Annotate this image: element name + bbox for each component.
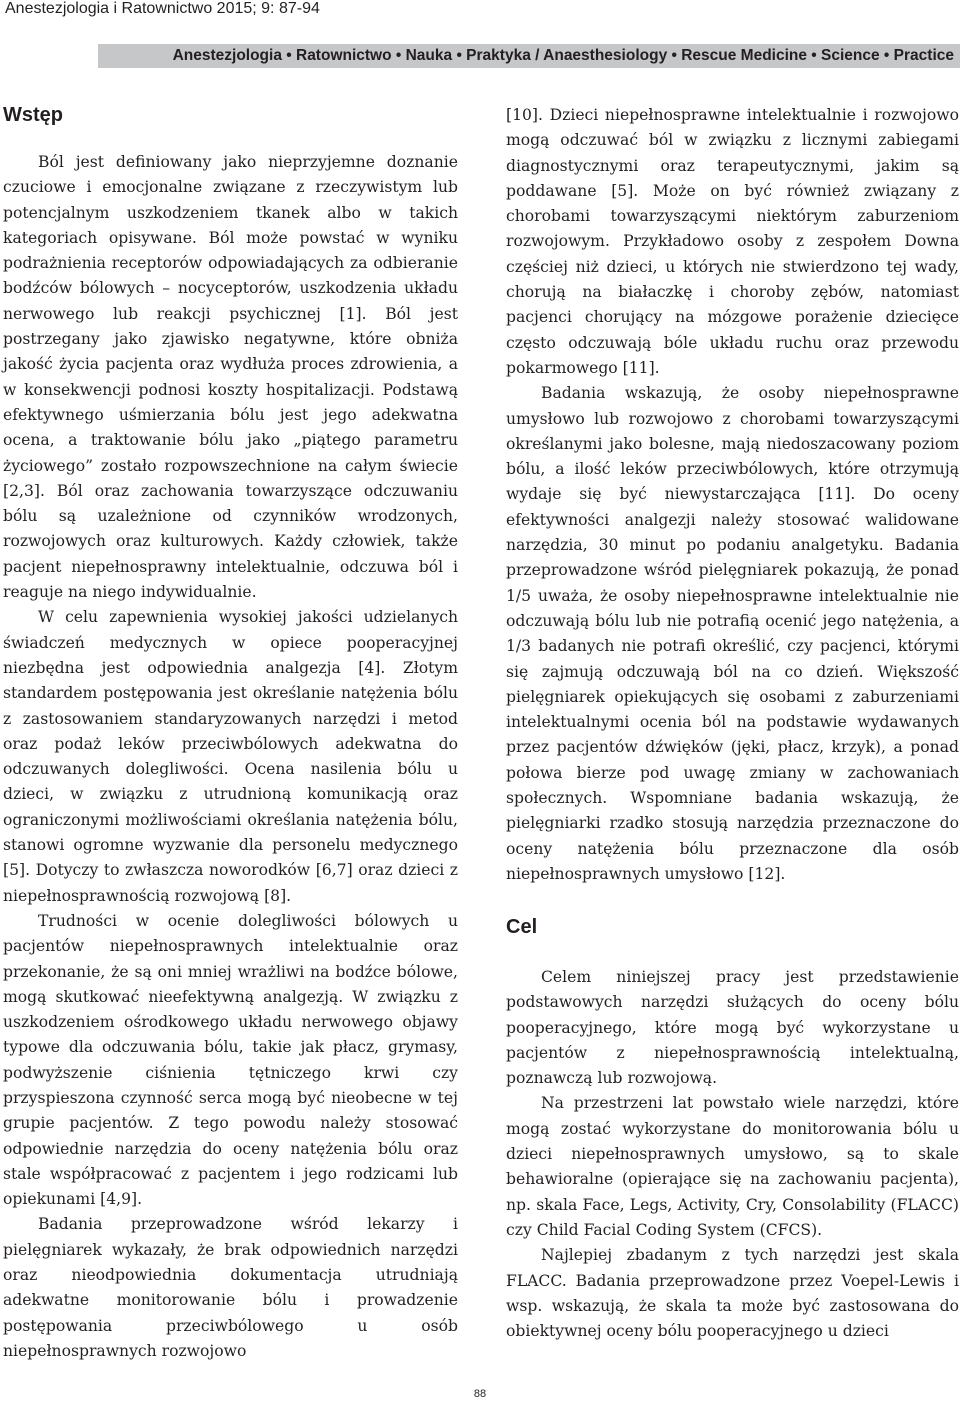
section-heading-aim: Cel <box>506 916 538 938</box>
paragraph: W celu zapewnienia wysokiej jakości udzielanych świadczeń medycznych w opiece pooperacyjnej niezbędna jest odpowiednia analgezja [4]. Złotym standardem postępowania jest określanie natężenia bólu z zastosowaniem standaryzowanych narzędzi i metod oraz podaż leków przeciwbólowych adekwatna do odczuwanych dolegliwości. Ocena nasilenia bólu u dzieci, w związku z utrudnioną komunikacją oraz ograniczonymi możliwościami określania natężenia bólu, stanowi ogromne wyzwanie dla personelu medycznego [5]. Dotyczy to zwłaszcza noworodków [6,7] oraz dzieci z niepełnosprawnością rozwojową [8]. <box>3 608 458 905</box>
paragraph: Celem niniejszej pracy jest przedstawienie podstawowych narzędzi służących do oceny bólu pooperacyjnego, które mogą być wykorzystane u pacjentów z niepełnosprawnością intelektualną, poznawczą lub rozwojową. <box>506 968 959 1088</box>
paragraph: [10]. Dzieci niepełnosprawne intelektualnie i rozwojowo mogą odczuwać ból w związku z licznymi zabiegami diagnostycznymi oraz terapeutycznymi, jakim są poddawane [5]. Może on być również związany z chorobami towarzyszącymi niektórym zaburzeniom rozwojowym. Przykładowo osoby z zespołem Downa częściej niż dzieci, u których nie stwierdzono tej wady, chorują na białaczkę i choroby zębów, natomiast pacjenci chorujący na mózgowe porażenie dziecięce często odczuwają bóle układu ruchu oraz przewodu pokarmowego [11]. <box>506 106 959 377</box>
right-text-column <box>506 103 959 887</box>
section-heading-introduction: Wstęp <box>3 104 63 126</box>
paragraph: Najlepiej zbadanym z tych narzędzi jest skala FLACC. Badania przeprowadzone przez Voepel-Lewis i wsp. wskazują, że skala ta może być zastosowana do obiektywnej oceny bólu pooperacyjnego u dzieci <box>506 1246 959 1341</box>
journal-reference: Anestezjologia i Ratownictwo 2015; 9: 87-94 <box>5 0 320 17</box>
aim-text-column <box>506 965 959 1344</box>
journal-header-band: Anestezjologia • Ratownictwo • Nauka • Praktyka / Anaesthesiology • Rescue Medicine • Science • Practice <box>98 44 960 68</box>
paragraph: Badania przeprowadzone wśród lekarzy i pielęgniarek wykazały, że brak odpowiednich narzędzi oraz nieodpowiednia dokumentacja utrudniają adekwatne monitorowanie bólu i prowadzenie postępowania przeciwbólowego u osób niepełnosprawnych rozwojowo <box>3 1215 458 1360</box>
paragraph: Badania wskazują, że osoby niepełnosprawne umysłowo lub rozwojowo z chorobami towarzyszącymi określanymi jako bolesne, mają niedoszacowany poziom bólu, a ilość leków przeciwbólowych, które otrzymują wydaje się być niewystarczająca [11]. Do oceny efektywności analgezji należy stosować walidowane narzędzia, 30 minut po podaniu analgetyku. Badania przeprowadzone wśród pielęgniarek pokazują, że ponad 1/5 uważa, że osoby niepełnosprawne intelektualnie nie odczuwają bólu lub nie potrafią ocenić jego natężenia, a 1/3 badanych nie potrafi określić, czy pacjenci, którymi się zajmują odczuwają ból na co dzień. Większość pielęgniarek opiekujących się osobami z zaburzeniami intelektualnymi ocenia ból na podstawie wydawanych przez pacjentów dźwięków (jęki, płacz, krzyk), a ponad połowa bierze pod uwagę zmiany w zachowaniach społecznych. Wspomniane badania wskazują, że pielęgniarki rzadko stosują narzędzia przeznaczone do oceny natężenia bólu przeznaczone dla osób niepełnosprawnych umysłowo [12]. <box>506 384 959 883</box>
left-text-column <box>3 150 458 1364</box>
page-number: 88 <box>473 1388 487 1400</box>
paragraph: Ból jest definiowany jako nieprzyjemne doznanie czuciowe i emocjonalne związane z rzeczywistym lub potencjalnym uszkodzeniem tkanek albo w takich kategoriach opisywane. Ból może powstać w wyniku podrażnienia receptorów odpowiadających za odbieranie bodźców bólowych – nocyceptorów, uszkodzenia układu nerwowego lub reakcji psychicznej [1]. Ból jest postrzegany jako zjawisko negatywne, które obniża jakość życia pacjenta oraz wydłuża proces zdrowienia, a w konsekwencji podnosi koszty hospitalizacji. Podstawą efektywnego uśmierzania bólu jest jego adekwatna ocena, a traktowanie bólu jako „piątego parametru życiowego” zostało rozpowszechnione na całym świecie [2,3]. Ból oraz zachowania towarzyszące odczuwaniu bólu są uzależnione od czynników wrodzonych, rozwojowych oraz kulturowych. Każdy człowiek, także pacjent niepełnosprawny intelektualnie, odczuwa ból i reaguje na niego indywidualnie. <box>3 153 458 602</box>
paragraph: Trudności w ocenie dolegliwości bólowych u pacjentów niepełnosprawnych intelektualnie oraz przekonanie, że są oni mniej wrażliwi na bodźce bólowe, mogą skutkować nieefektywną analgezją. W związku z uszkodzeniem ośrodkowego układu nerwowego objawy typowe dla odczuwania bólu, takie jak płacz, grymasy, podwyższenie ciśnienia tętniczego krwi czy przyspieszona czynność serca mogą być nieobecne w tej grupie pacjentów. Z tego powodu należy stosować odpowiednie narzędzia do oceny natężenia bólu oraz stale współpracować z pacjentem i jego rodzicami lub opiekunami [4,9]. <box>3 911 458 1209</box>
paragraph: Na przestrzeni lat powstało wiele narzędzi, które mogą zostać wykorzystane do monitorowania bólu u dzieci niepełnosprawnych umysłowo, są to skale behawioralne (opierające się na zachowaniu pacjenta), np. skala Face, Legs, Activity, Cry, Consolability (FLACC) czy Child Facial Coding System (CFCS). <box>506 1094 959 1239</box>
